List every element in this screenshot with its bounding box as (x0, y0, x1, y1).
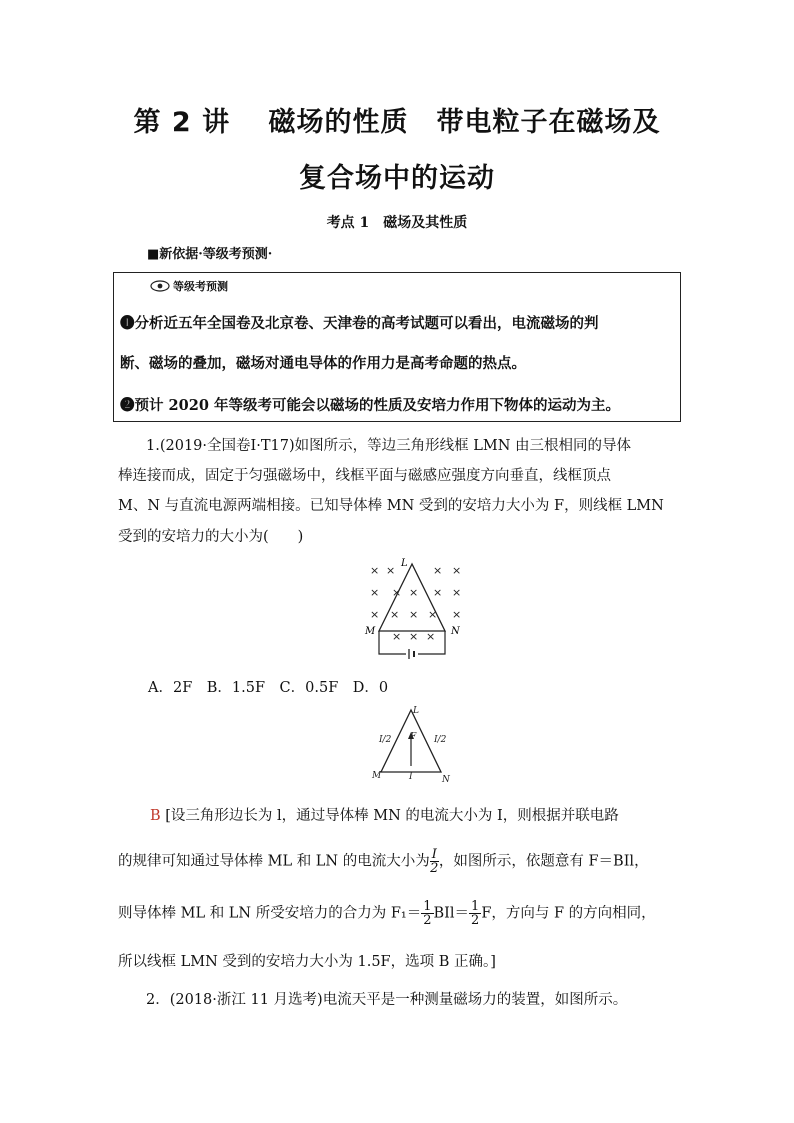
answer-text-2a: 的规律可知通过导体棒 ML 和 LN 的电流大小为 (118, 853, 430, 870)
cross-mark: × (386, 564, 396, 577)
fraction-half (421, 900, 433, 927)
fraction-numerator: 1 (423, 899, 432, 914)
answer-line3 (118, 900, 656, 927)
box-para1-line2: 断、磁场的叠加，磁场对通电导体的作用力是高考命题的热点。 (120, 355, 526, 372)
cross-mark: × (433, 564, 443, 577)
answer-text-2b: ，如图所示，依题意有 F＝BIl， (438, 853, 649, 870)
section-label: ■新依据·等级考预测· (147, 247, 273, 262)
box-para2: ❷预计 2020 年等级考可能会以磁场的性质及安培力作用下物体的运动为主。 (120, 397, 620, 414)
answer-text-3c: F，方向与 F 的方向相同， (481, 905, 656, 922)
cross-mark: × (409, 630, 419, 643)
vertex-label-N: N (451, 626, 460, 637)
cross-mark: × (452, 564, 462, 577)
fraction-numerator: 1 (471, 899, 480, 914)
cross-mark: × (426, 630, 436, 643)
answer-line4: 所以线框 LMN 受到的安培力大小为 1.5F，选项 B 正确。] (118, 954, 496, 970)
answer-letter: B (150, 808, 161, 824)
figure-triangle-field (362, 558, 466, 668)
vertex-label-N: N (442, 775, 450, 784)
vertex-label-M: M (365, 626, 376, 637)
answer-text-1: [设三角形边长为 l，通过导体棒 MN 的电流大小为 I，则根据并联电路 (165, 808, 619, 824)
cross-mark: × (409, 586, 419, 599)
answer-line1 (150, 804, 619, 825)
question1-line3: M、N 与直流电源两端相接。已知导体棒 MN 受到的安培力大小为 F，则线框 LMN (118, 498, 664, 514)
cross-mark: × (452, 608, 462, 621)
current-right-label: I/2 (434, 735, 447, 745)
cross-mark: × (433, 586, 443, 599)
cross-mark: × (392, 586, 402, 599)
box-heading-label: 等级考预测 (173, 280, 228, 293)
cross-mark: × (390, 608, 400, 621)
fraction-denominator: 2 (471, 913, 480, 928)
cross-mark: × (392, 630, 402, 643)
vertex-label-M: M (372, 771, 382, 781)
cross-mark: × (452, 586, 462, 599)
fraction-numerator: I (431, 847, 437, 862)
cross-mark: × (370, 586, 380, 599)
fraction-denominator: 2 (423, 913, 432, 928)
fraction-i-over-2 (430, 848, 439, 875)
fraction-half-2 (469, 900, 481, 927)
page-title: 第 2 讲 磁场的性质 带电粒子在磁场及 (133, 107, 661, 138)
figure-force-diagram (366, 702, 456, 784)
answer-text-3a: 则导体棒 ML 和 LN 所受安培力的合力为 F₁＝ (118, 905, 422, 922)
vertex-label-L: L (401, 558, 408, 569)
box-heading (150, 278, 228, 294)
current-bottom-label: I (409, 772, 413, 782)
fraction-denominator: 2 (430, 861, 439, 876)
box-para1-line1: ❶分析近五年全国卷及北京卷、天津卷的高考试题可以看出，电流磁场的判 (120, 315, 599, 332)
vertex-label-L: L (413, 706, 419, 716)
force-label: F (410, 732, 417, 742)
page-title-line2: 复合场中的运动 (299, 163, 495, 194)
question1-options: A．2F B．1.5F C．0.5F D．0 (148, 680, 389, 696)
current-left-label: I/2 (379, 735, 392, 745)
cross-mark: × (428, 608, 438, 621)
answer-text-3b: BIl＝ (433, 905, 470, 922)
question2: 2．(2018·浙江 11 月选考)电流天平是一种测量磁场力的装置，如图所示。 (146, 992, 628, 1008)
answer-line2 (118, 848, 649, 875)
cross-mark: × (370, 608, 380, 621)
question1-line4: 受到的安培力的大小为( ) (118, 529, 304, 545)
kaodian-heading: 考点 1 磁场及其性质 (326, 215, 468, 231)
question1-line2: 棒连接而成，固定于匀强磁场中，线框平面与磁感应强度方向垂直，线框顶点 (118, 468, 611, 484)
question1-line1: 1.(2019·全国卷Ⅰ·T17)如图所示，等边三角形线框 LMN 由三根相同的导体 (146, 438, 631, 454)
cross-mark: × (409, 608, 419, 621)
eye-icon (150, 280, 170, 292)
cross-mark: × (370, 564, 380, 577)
